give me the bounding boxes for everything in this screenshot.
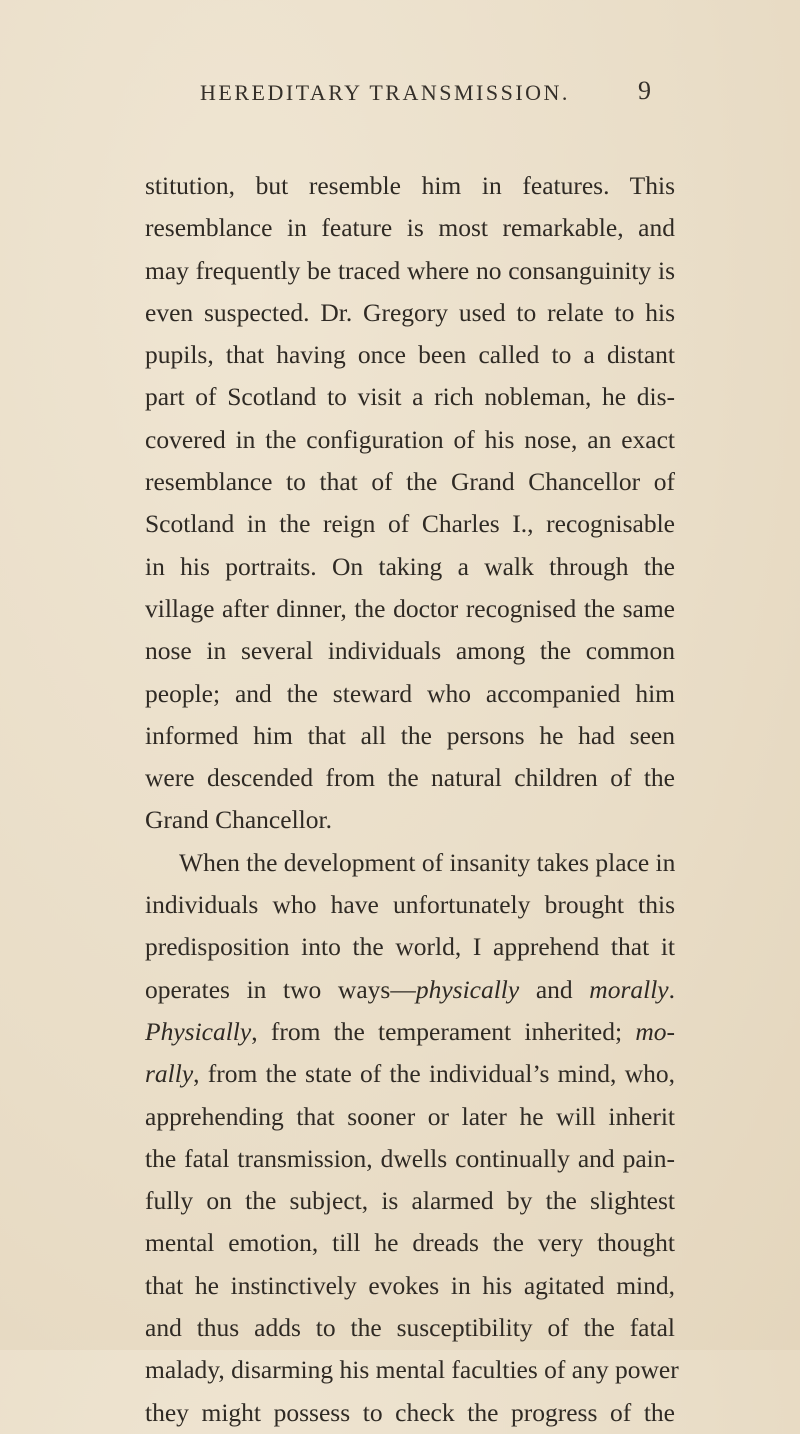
text-line: stitution, but resemble him in features. This — [145, 171, 675, 200]
text-line: may frequently be traced where no consanguinity is — [145, 255, 675, 285]
text-fragment: and — [519, 974, 590, 1004]
text-line: mental emotion, till he dreads the very thought — [145, 1228, 675, 1258]
text-line: the fatal transmission, dwells continually and pain- — [145, 1143, 675, 1173]
text-line: that he instinctively evokes in his agitated mind, — [145, 1270, 675, 1300]
text-line: village after dinner, the doctor recognised the same — [145, 593, 675, 623]
text-line: covered in the configuration of his nose, an exact — [145, 424, 675, 454]
text-line-mixed — [145, 969, 675, 1011]
text-line: predisposition into the world, I apprehend that it — [145, 932, 675, 962]
text-line: were descended from the natural children of the — [145, 763, 675, 793]
text-line: resemblance in feature is most remarkable, and — [145, 213, 675, 243]
italic-fragment: rally — [145, 1059, 194, 1089]
running-head: HEREDITARY TRANSMISSION. — [200, 80, 570, 105]
italic-fragment: physically — [415, 974, 520, 1004]
text-line: resemblance to that of the Grand Chancellor of — [145, 467, 675, 497]
text-line: people; and the steward who accompanied him — [145, 678, 675, 708]
text-fragment: . — [668, 974, 675, 1004]
text-line: in his portraits. On taking a walk through the — [145, 551, 675, 581]
text-line: Grand Chancellor. — [145, 805, 332, 835]
text-fragment: , from the state of the individual’s mind, who, — [193, 1059, 675, 1089]
text-line: When the development of insanity takes place in — [179, 847, 676, 877]
text-line: informed him that all the persons he had seen — [145, 720, 675, 750]
italic-fragment: mo- — [635, 1016, 675, 1046]
text-line: they might possess to check the progress of the — [145, 1397, 675, 1427]
text-line: nose in several individuals among the common — [145, 636, 675, 666]
text-line: Scotland in the reign of Charles I., recognisable — [145, 509, 675, 539]
text-line: malady, disarming his mental faculties of any power — [145, 1355, 679, 1385]
text-line: apprehending that sooner or later he will inherit — [145, 1101, 675, 1131]
text-line: even suspected. Dr. Gregory used to relate to his — [145, 297, 675, 327]
body-text — [145, 165, 679, 1434]
text-line-mixed — [145, 1053, 675, 1095]
text-line: part of Scotland to visit a rich nobleman, he dis- — [145, 382, 675, 412]
italic-fragment: Physically — [145, 1016, 252, 1046]
page-number: 9 — [638, 76, 651, 105]
italic-fragment: morally — [589, 974, 669, 1004]
text-fragment: , from the temperament inherited; — [251, 1016, 636, 1046]
text-line: individuals who have unfortunately brought this — [145, 890, 675, 920]
text-line: fully on the subject, is alarmed by the slightest — [145, 1186, 675, 1216]
text-fragment: operates in two ways— — [145, 974, 416, 1004]
text-line-mixed — [145, 1011, 675, 1053]
text-line: pupils, that having once been called to a distant — [145, 340, 675, 370]
text-line: and thus adds to the susceptibility of the fatal — [145, 1313, 675, 1343]
